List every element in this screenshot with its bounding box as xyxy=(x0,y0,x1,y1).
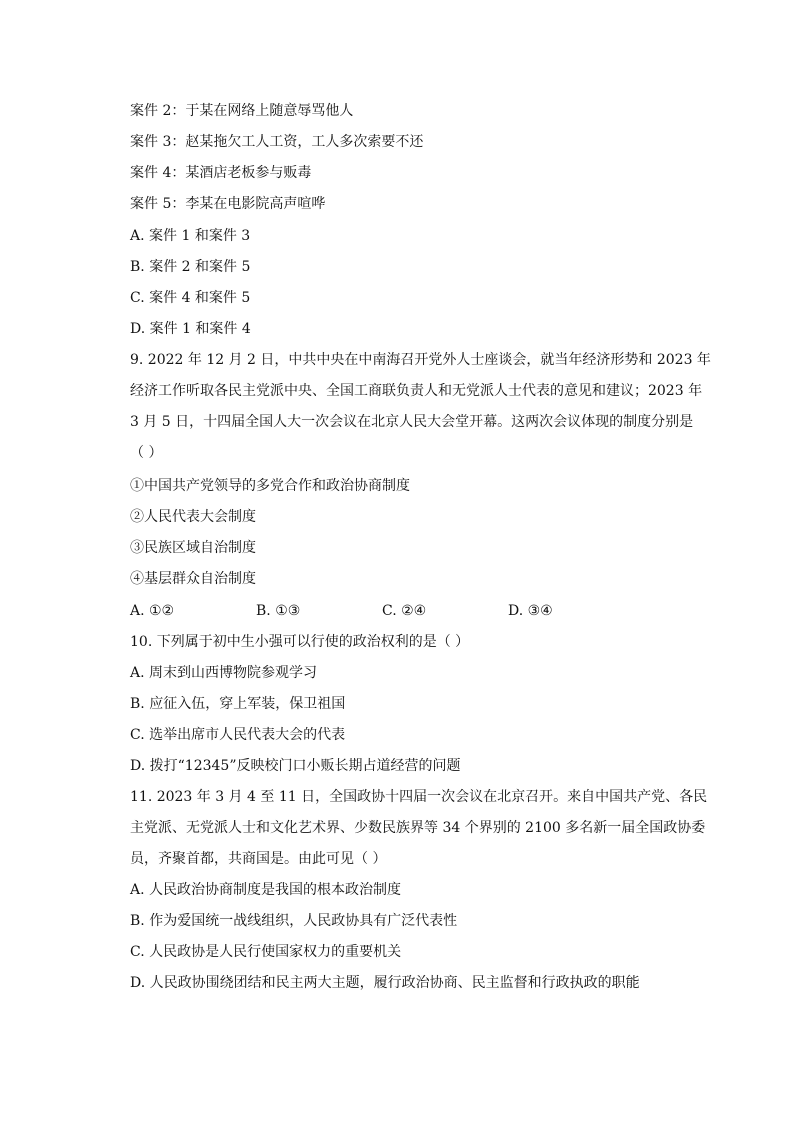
q8-case-4: 案件 4：某酒店老板参与贩毒 xyxy=(130,165,312,181)
q10-option-b: B. 应征入伍，穿上军装，保卫祖国 xyxy=(130,696,346,712)
q11-option-d: D. 人民政协围绕团结和民主两大主题，履行政治协商、民主监督和行政执政的职能 xyxy=(130,975,640,991)
q9-option-c: C. ②④ xyxy=(382,603,427,619)
q10-option-d: D. 拨打“12345”反映校门口小贩长期占道经营的问题 xyxy=(130,758,461,774)
q11-stem-line-3: 员，齐聚首都，共商国是。由此可见（ ） xyxy=(130,851,387,867)
q8-case-5: 案件 5：李某在电影院高声喧哗 xyxy=(130,196,326,212)
q11-stem-line-2: 主党派、无党派人士和文化艺术界、少数民族界等 34 个界别的 2100 多名新一届全国政协委 xyxy=(130,820,706,836)
q8-option-d: D. 案件 1 和案件 4 xyxy=(130,321,251,337)
q9-item-2: ②人民代表大会制度 xyxy=(130,509,256,525)
q9-stem-line-2: 经济工作听取各民主党派中央、全国工商联负责人和无党派人士代表的意见和建议；2023 年 xyxy=(130,383,703,399)
q9-option-a: A. ①② xyxy=(130,603,175,619)
q9-stem-line-1: 9. 2022 年 12 月 2 日，中共中央在中南海召开党外人士座谈会，就当年经济形势和 2023 年 xyxy=(130,352,711,368)
q8-case-2: 案件 2：于某在网络上随意辱骂他人 xyxy=(130,103,354,119)
q10-option-a: A. 周末到山西博物院参观学习 xyxy=(130,665,318,681)
q8-option-c: C. 案件 4 和案件 5 xyxy=(130,290,251,306)
q9-option-d: D. ③④ xyxy=(508,603,553,619)
q9-answer-blank: （ ） xyxy=(130,445,163,461)
q9-options-row xyxy=(130,601,670,621)
q9-stem-line-3: 3 月 5 日，十四届全国人大一次会议在北京人民大会堂开幕。这两次会议体现的制度分别是 xyxy=(130,414,694,430)
q9-item-3: ③民族区域自治制度 xyxy=(130,540,256,556)
q11-option-c: C. 人民政协是人民行使国家权力的重要机关 xyxy=(130,944,402,960)
q9-option-b: B. ①③ xyxy=(256,603,301,619)
q11-stem-line-1: 11. 2023 年 3 月 4 至 11 日，全国政协十四届一次会议在北京召开。来自中国共产党、各民 xyxy=(130,789,708,805)
q8-option-b: B. 案件 2 和案件 5 xyxy=(130,259,251,275)
q11-option-b: B. 作为爱国统一战线组织，人民政协具有广泛代表性 xyxy=(130,913,458,929)
q8-case-3: 案件 3：赵某拖欠工人工资，工人多次索要不还 xyxy=(130,134,424,150)
q8-option-a: A. 案件 1 和案件 3 xyxy=(130,228,251,244)
q9-item-4: ④基层群众自治制度 xyxy=(130,571,256,587)
q10-option-c: C. 选举出席市人民代表大会的代表 xyxy=(130,727,346,743)
q11-option-a: A. 人民政治协商制度是我国的根本政治制度 xyxy=(130,882,402,898)
q9-item-1: ①中国共产党领导的多党合作和政治协商制度 xyxy=(130,478,410,494)
q10-stem: 10. 下列属于初中生小强可以行使的政治权利的是（ ） xyxy=(130,634,470,650)
